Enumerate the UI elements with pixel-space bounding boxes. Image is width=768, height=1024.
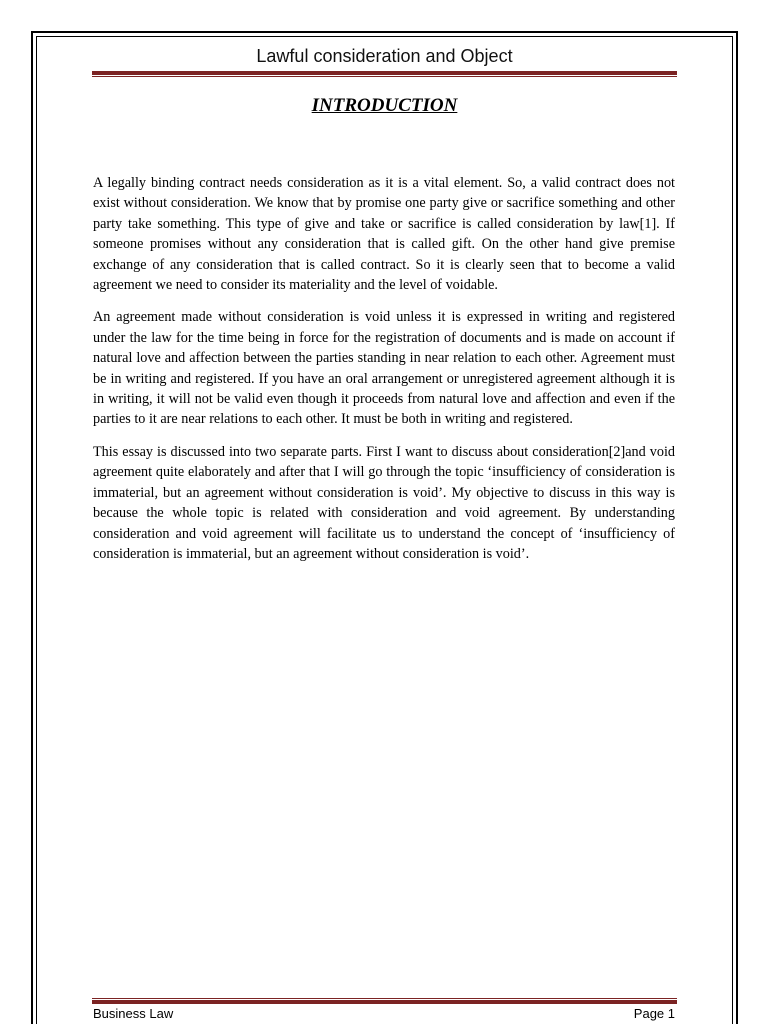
header-rule-thick <box>92 71 677 75</box>
paragraph-2: An agreement made without consideration is void unless it is expressed in writing and registered under the law for the time being in force for the registration of documents and is made on account if natural love and affection between the parties standing in near relation to each other. Agreement must be in writing and registered. If you have an oral arrangement or unregistered agreement although it is in writing, it will not be valid even though it proceeds from natural love and affection and even if the parties to it are near relations to each other. It must be both in writing and registered. <box>93 309 675 428</box>
paragraph-1: A legally binding contract needs consideration as it is a vital element. So, a valid contract does not exist without consideration. We know that by promise one party give or sacrifice something and other party take something. This type of give and take or sacrifice is called consideration by law[1]. If someone promises without any consideration that is called gift. On the other hand give premise exchange of any consideration that is called contract. So it is clearly seen that to become a valid agreement we need to consider its materiality and the level of voidable. <box>93 175 675 294</box>
footer-rule-thick <box>92 1000 677 1004</box>
footer-course: Business Law <box>93 1006 174 1021</box>
section-title: INTRODUCTION <box>311 95 458 116</box>
header-rule-thin <box>92 76 677 77</box>
footer-rule-thin <box>92 998 677 999</box>
body-text <box>93 173 675 576</box>
footer-page-number: Page 1 <box>633 1006 675 1021</box>
paragraph-3: This essay is discussed into two separate parts. First I want to discuss about consideration[2]and void agreement quite elaborately and after that I will go through the topic ‘insufficiency of consideration is immaterial, but an agreement without consideration is void’. My objective to discuss in this way is because the whole topic is related with consideration and void agreement. By understanding consideration and void agreement will facilitate us to understand the concept of ‘insufficiency of consideration is immaterial, but an agreement without consideration is void’. <box>93 443 675 562</box>
header-title: Lawful consideration and Object <box>256 46 513 66</box>
